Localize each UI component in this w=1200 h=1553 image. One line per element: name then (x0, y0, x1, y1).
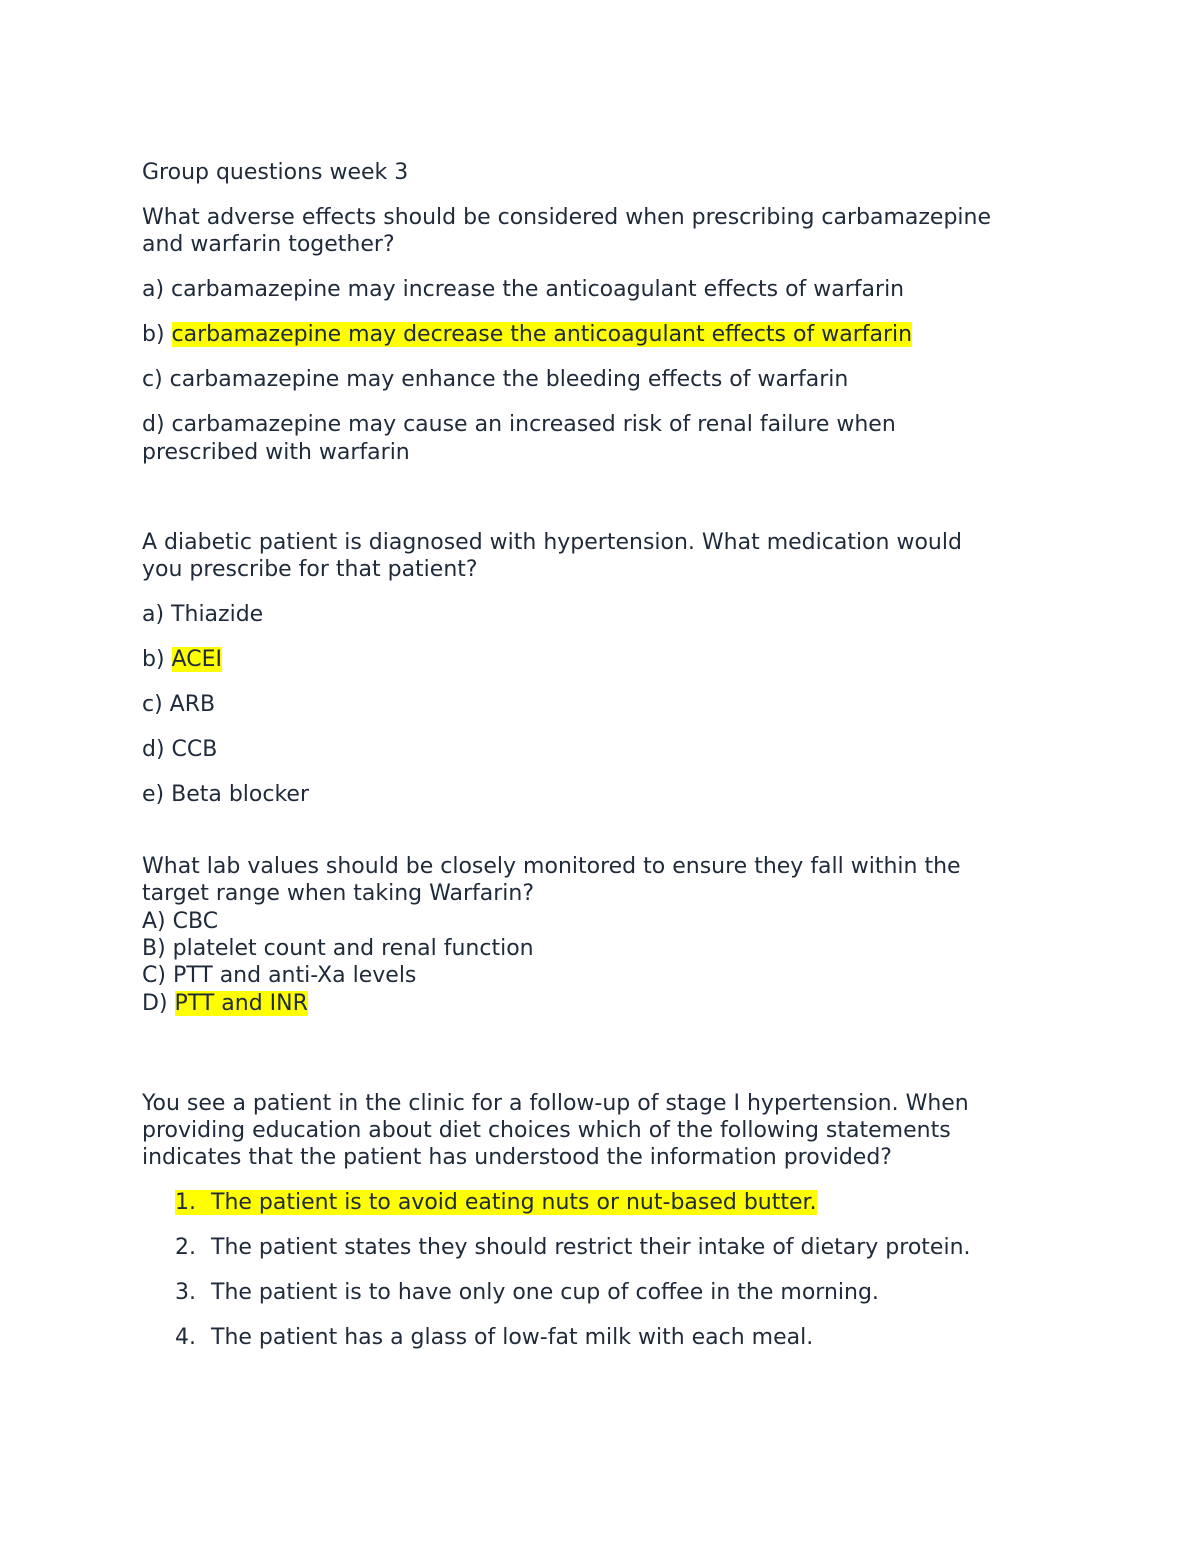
q2-option-b-prefix: b) (142, 647, 172, 672)
q2-option-a: a) Thiazide (142, 602, 264, 627)
q4-list-item (175, 1324, 813, 1351)
q4-list-item (175, 1279, 879, 1306)
document-title: Group questions week 3 (142, 160, 409, 185)
q4-list-item (175, 1234, 971, 1261)
list-number: 1. (175, 1190, 196, 1215)
q4-item-1-answer-highlight (175, 1190, 817, 1215)
q1-option-d-line-1: d) carbamazepine may cause an increased risk of renal failure when (142, 412, 896, 437)
q3-option-c: C) PTT and anti-Xa levels (142, 963, 417, 988)
q2-option-b-answer-highlight: ACEI (171, 647, 222, 672)
q1-option-d-line-2: prescribed with warfarin (142, 440, 410, 465)
q3-question-line-1: What lab values should be closely monitored to ensure they fall within the (142, 854, 961, 879)
q2-option-c: c) ARB (142, 692, 216, 717)
q3-question-line-2: target range when taking Warfarin? (142, 881, 534, 906)
q4-question-line-1: You see a patient in the clinic for a follow-up of stage I hypertension. When (142, 1091, 969, 1116)
list-number: 3. (175, 1280, 196, 1305)
list-number: 4. (175, 1325, 196, 1350)
list-item-text: The patient has a glass of low-fat milk with each meal. (211, 1325, 814, 1350)
q2-option-b (142, 646, 222, 673)
q4-list-item (175, 1189, 817, 1216)
q2-question-line-1: A diabetic patient is diagnosed with hypertension. What medication would (142, 530, 962, 555)
q4-question-line-2: providing education about diet choices which of the following statements (142, 1118, 951, 1143)
q3-option-d (142, 990, 308, 1017)
list-number: 2. (175, 1235, 196, 1260)
q1-question-line-2: and warfarin together? (142, 232, 395, 257)
q1-option-b-answer-highlight: carbamazepine may decrease the anticoagulant effects of warfarin (171, 322, 913, 347)
list-item-text: The patient is to avoid eating nuts or nut-based butter. (211, 1190, 817, 1215)
list-item-text: The patient is to have only one cup of coffee in the morning. (211, 1280, 879, 1305)
q1-question-line-1: What adverse effects should be considered when prescribing carbamazepine (142, 205, 992, 230)
q3-option-d-answer-highlight: PTT and INR (174, 991, 308, 1016)
q2-option-e: e) Beta blocker (142, 782, 310, 807)
q3-option-a: A) CBC (142, 909, 219, 934)
q2-option-d: d) CCB (142, 737, 218, 762)
q3-option-d-prefix: D) (142, 991, 175, 1016)
q4-question-line-3: indicates that the patient has understood the information provided? (142, 1145, 892, 1170)
q3-option-b: B) platelet count and renal function (142, 936, 534, 961)
q1-option-b-prefix: b) (142, 322, 172, 347)
q1-option-c: c) carbamazepine may enhance the bleeding effects of warfarin (142, 367, 849, 392)
q1-option-a: a) carbamazepine may increase the anticoagulant effects of warfarin (142, 277, 905, 302)
q1-option-b (142, 321, 912, 348)
list-item-text: The patient states they should restrict their intake of dietary protein. (211, 1235, 971, 1260)
q2-question-line-2: you prescribe for that patient? (142, 557, 478, 582)
